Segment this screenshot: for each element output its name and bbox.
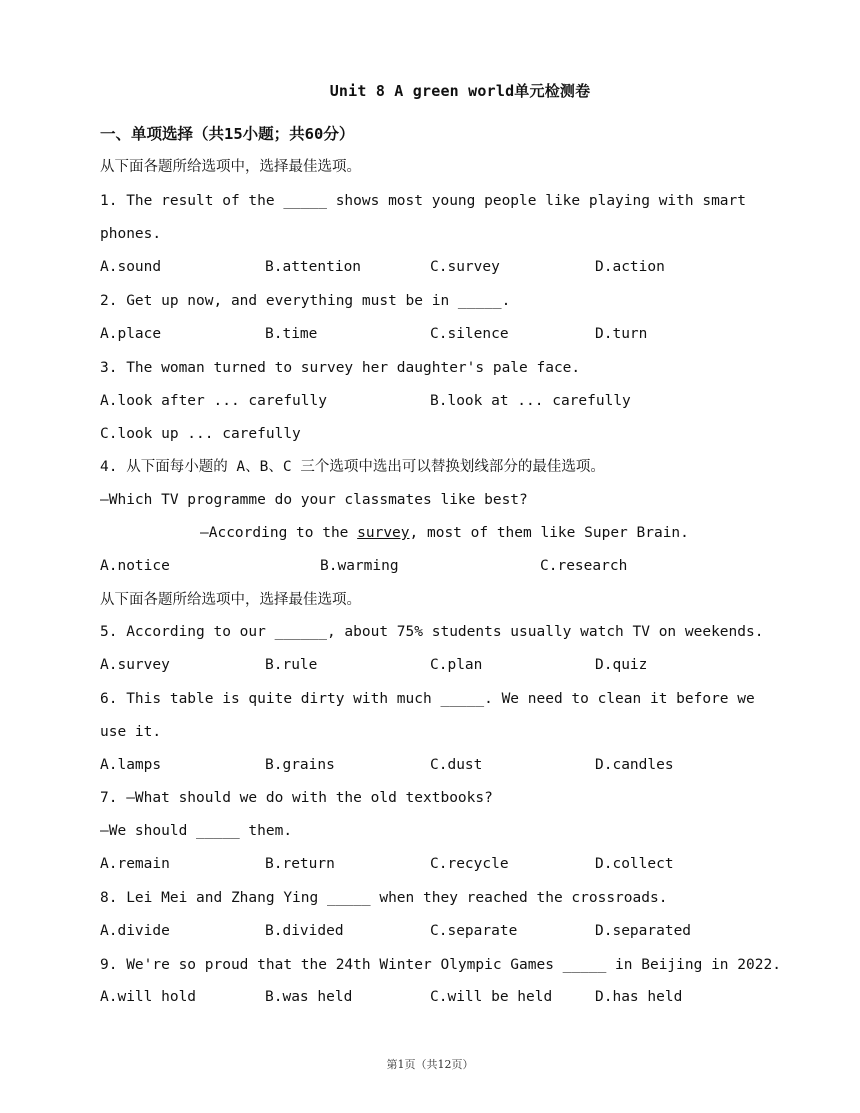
question-5-option-c: C.plan xyxy=(430,657,483,673)
question-8-option-c: C.separate xyxy=(430,923,518,939)
question-7-text-cont: —We should _____ them. xyxy=(100,823,293,839)
section-instruction: 从下面各题所给选项中，选择最佳选项。 xyxy=(100,159,361,175)
page-title: Unit 8 A green world单元检测卷 xyxy=(329,82,591,100)
question-2-option-a: A.place xyxy=(100,326,162,342)
question-8-option-b: B.divided xyxy=(265,923,344,939)
question-1-text: 1. The result of the _____ shows most young people like playing with smart xyxy=(100,193,747,209)
question-3-text: 3. The woman turned to survey her daughter's pale face. xyxy=(100,360,581,376)
question-4-dialog-2 xyxy=(200,523,689,543)
section-instruction-2: 从下面各题所给选项中，选择最佳选项。 xyxy=(100,592,361,608)
question-9-option-c: C.will be held xyxy=(430,989,553,1005)
question-9-option-b: B.was held xyxy=(265,989,353,1005)
question-4-dialog-1: —Which TV programme do your classmates like best? xyxy=(100,492,528,508)
question-3-option-b: B.look at ... carefully xyxy=(430,393,631,409)
question-6-option-b: B.grains xyxy=(265,757,335,773)
question-8-text: 8. Lei Mei and Zhang Ying _____ when they reached the crossroads. xyxy=(100,890,668,906)
question-2-text: 2. Get up now, and everything must be in _____. xyxy=(100,293,511,309)
question-7-option-b: B.return xyxy=(265,856,335,872)
question-1-text-cont: phones. xyxy=(100,226,162,242)
question-4-option-c: C.research xyxy=(540,558,628,574)
question-4-dialog-2-pre: —According to the xyxy=(200,525,358,541)
question-5-option-b: B.rule xyxy=(265,657,318,673)
question-1-option-d: D.action xyxy=(595,259,665,275)
question-9-option-d: D.has held xyxy=(595,989,683,1005)
question-7-option-a: A.remain xyxy=(100,856,170,872)
question-2-option-c: C.silence xyxy=(430,326,509,342)
question-6-text-cont: use it. xyxy=(100,724,162,740)
question-5-option-a: A.survey xyxy=(100,657,170,673)
question-7-option-c: C.recycle xyxy=(430,856,509,872)
question-2-option-d: D.turn xyxy=(595,326,648,342)
question-7-option-d: D.collect xyxy=(595,856,674,872)
question-1-option-b: B.attention xyxy=(265,259,362,275)
question-4-option-a: A.notice xyxy=(100,558,170,574)
question-3-option-a: A.look after ... carefully xyxy=(100,393,327,409)
question-5-option-d: D.quiz xyxy=(595,657,648,673)
question-6-option-c: C.dust xyxy=(430,757,483,773)
question-6-option-a: A.lamps xyxy=(100,757,162,773)
question-6-text: 6. This table is quite dirty with much _____. We need to clean it before we xyxy=(100,691,755,707)
question-2-option-b: B.time xyxy=(265,326,318,342)
question-8-option-a: A.divide xyxy=(100,923,170,939)
section-heading: 一、单项选择（共15小题；共60分） xyxy=(100,125,355,143)
question-8-option-d: D.separated xyxy=(595,923,692,939)
question-9-option-a: A.will hold xyxy=(100,989,197,1005)
question-7-text: 7. —What should we do with the old textbooks? xyxy=(100,790,493,806)
question-1-option-c: C.survey xyxy=(430,259,500,275)
question-4-dialog-2-post: , most of them like Super Brain. xyxy=(409,525,689,541)
question-1-option-a: A.sound xyxy=(100,259,162,275)
question-5-text: 5. According to our ______, about 75% students usually watch TV on weekends. xyxy=(100,624,764,640)
question-4-option-b: B.warming xyxy=(320,558,399,574)
question-9-text: 9. We're so proud that the 24th Winter Olympic Games _____ in Beijing in 2022. xyxy=(100,957,781,973)
question-3-option-c: C.look up ... carefully xyxy=(100,426,301,442)
underlined-word: survey xyxy=(357,525,410,541)
page-footer: 第1页（共12页） xyxy=(386,1058,474,1071)
question-6-option-d: D.candles xyxy=(595,757,674,773)
question-4-text: 4. 从下面每小题的 A、B、C 三个选项中选出可以替换划线部分的最佳选项。 xyxy=(100,459,605,475)
